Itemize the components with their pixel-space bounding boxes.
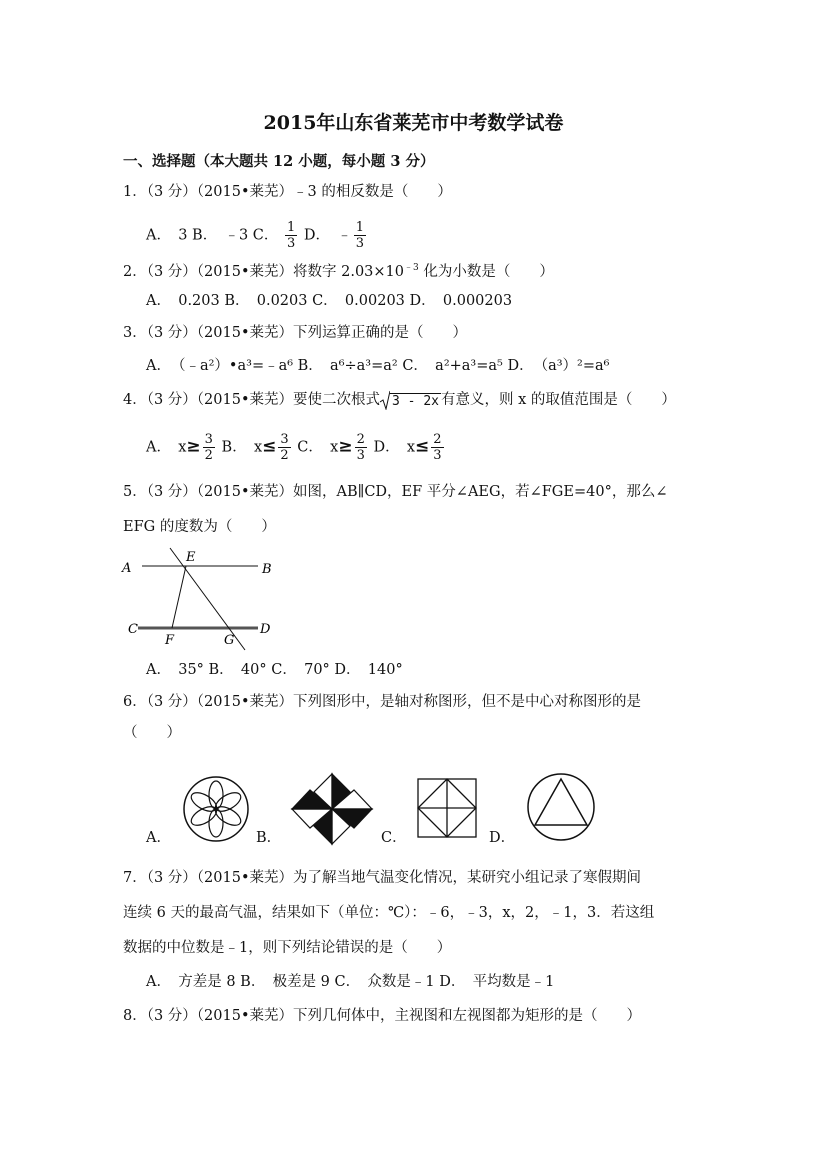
question-3-stem: 3．（3 分）（2015•莱芜）下列运算正确的是（ ） bbox=[123, 325, 468, 341]
q2-exponent: ﹣3 bbox=[404, 263, 419, 273]
q4-symbol-d: ≤ bbox=[415, 436, 430, 457]
q4-frac-a-num: 3 bbox=[204, 432, 213, 447]
question-5-line-1: 5．（3 分）（2015•莱芜）如图，AB∥CD，EF 平分∠AEG，若∠FGE=40°，那么∠ bbox=[123, 484, 668, 500]
q4-frac-b-num: 3 bbox=[280, 432, 289, 447]
q4-fraction-b bbox=[278, 432, 290, 463]
q4-frac-b-den: 2 bbox=[280, 448, 289, 463]
q2-stem-post: 化为小数是（ ） bbox=[418, 263, 554, 280]
question-5-line-2: EFG 的度数为（ ） bbox=[123, 519, 276, 535]
q4-option-d: D． x bbox=[373, 439, 416, 456]
q4-frac-d-num: 2 bbox=[433, 432, 442, 447]
label-a: A bbox=[122, 561, 132, 576]
q4-option-b: B． x bbox=[221, 439, 263, 456]
question-4-stem bbox=[123, 390, 676, 410]
q6-option-d-label: D． bbox=[489, 830, 516, 846]
q2-stem-pre: 2．（3 分）（2015•莱芜）将数字 2.03×10 bbox=[123, 263, 405, 280]
q1-option-d: D． ﹣ bbox=[303, 227, 352, 244]
q1-frac-c-num: 1 bbox=[287, 220, 296, 235]
q4-fraction-a bbox=[203, 432, 215, 463]
q6-option-c-label: C． bbox=[381, 830, 407, 846]
q1-fraction-c bbox=[285, 220, 297, 251]
question-1-stem: 1．（3 分）（2015•莱芜）﹣3 的相反数是（ ） bbox=[123, 184, 452, 200]
question-8-stem: 8．（3 分）（2015•莱芜）下列几何体中，主视图和左视图都为矩形的是（ ） bbox=[123, 1008, 642, 1024]
q4-radical bbox=[380, 390, 441, 410]
radical-sign-icon bbox=[380, 390, 390, 410]
q4-option-c: C． x bbox=[297, 439, 339, 456]
question-2-stem bbox=[123, 258, 554, 282]
question-4-options bbox=[146, 432, 446, 463]
label-e: E bbox=[186, 550, 196, 565]
label-d: D bbox=[260, 622, 271, 637]
label-b: B bbox=[262, 562, 272, 577]
question-2-options: A． 0.203 B． 0.0203 C． 0.00203 D． 0.000203 bbox=[146, 293, 513, 309]
q4-frac-d-den: 3 bbox=[433, 448, 442, 463]
q1-frac-d-den: 3 bbox=[355, 236, 365, 251]
question-7-line-3: 数据的中位数是﹣1，则下列结论错误的是（ ） bbox=[123, 940, 452, 956]
question-1-options bbox=[146, 220, 368, 251]
q4-frac-c-num: 2 bbox=[356, 432, 365, 447]
q4-radicand: 3 - 2x bbox=[392, 394, 439, 409]
question-3-options: A． （﹣a²）•a³=﹣a⁶ B． a⁶÷a³=a² C． a²+a³=a⁵ D． （a³）²=a⁶ bbox=[146, 358, 610, 374]
section-heading: 一、选择题（本大题共 12 小题，每小题 3 分） bbox=[123, 153, 435, 170]
square-diamond-icon bbox=[416, 777, 478, 839]
circle-triangle-icon bbox=[526, 772, 596, 842]
q1-frac-d-num: 1 bbox=[355, 220, 365, 235]
q6-option-b-label: B． bbox=[256, 830, 282, 846]
question-7-options: A． 方差是 8 B． 极差是 9 C． 众数是﹣1 D． 平均数是﹣1 bbox=[146, 974, 555, 990]
q4-stem-post: 有意义，则 x 的取值范围是（ ） bbox=[440, 392, 676, 408]
question-7-line-2: 连续 6 天的最高气温，结果如下（单位：℃）：﹣6，﹣3，x，2，﹣1，3．若这组 bbox=[123, 905, 655, 921]
q6-option-a-label: A． bbox=[146, 830, 171, 846]
flower-circle-icon bbox=[182, 775, 250, 843]
q4-fraction-d bbox=[431, 432, 443, 463]
q4-symbol-c: ≥ bbox=[338, 436, 353, 457]
q1-fraction-d bbox=[354, 220, 366, 251]
pinwheel-icon bbox=[290, 772, 374, 846]
q4-fraction-c bbox=[355, 432, 367, 463]
label-f: F bbox=[165, 633, 175, 648]
q4-symbol-a: ≥ bbox=[186, 436, 201, 457]
q1-options-abc: A． 3 B． ﹣3 C． bbox=[146, 227, 279, 244]
q4-stem-pre: 4．（3 分）（2015•莱芜）要使二次根式 bbox=[123, 392, 381, 408]
segment-ef bbox=[172, 566, 186, 628]
q4-option-a: A． x bbox=[146, 439, 187, 456]
q4-frac-c-den: 3 bbox=[356, 448, 365, 463]
q4-frac-a-den: 2 bbox=[204, 448, 213, 463]
question-6-line-2: （ ） bbox=[123, 725, 181, 741]
parallel-lines-figure bbox=[120, 545, 280, 655]
question-7-line-1: 7．（3 分）（2015•莱芜）为了解当地气温变化情况，某研究小组记录了寒假期间 bbox=[123, 870, 642, 886]
page-title: 2015年山东省莱芜市中考数学试卷 bbox=[263, 112, 564, 134]
label-g: G bbox=[224, 633, 235, 648]
question-5-options: A． 35° B． 40° C． 70° D． 140° bbox=[146, 662, 403, 678]
question-6-line-1: 6．（3 分）（2015•莱芜）下列图形中，是轴对称图形，但不是中心对称图形的是 bbox=[123, 694, 642, 710]
label-c: C bbox=[128, 622, 138, 637]
q4-symbol-b: ≤ bbox=[262, 436, 277, 457]
q1-frac-c-den: 3 bbox=[287, 236, 296, 251]
